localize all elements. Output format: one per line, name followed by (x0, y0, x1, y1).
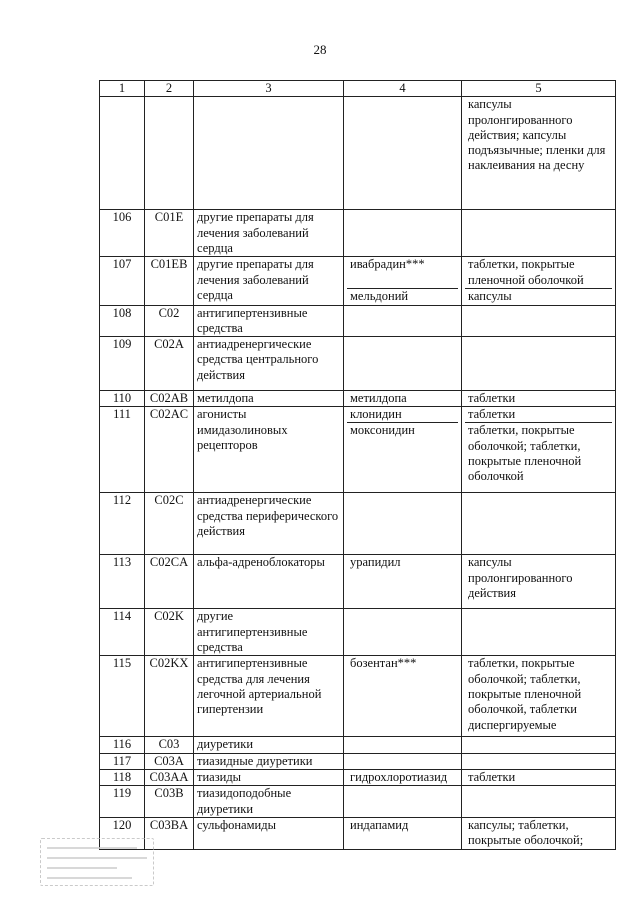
atc-code: C02 (145, 305, 194, 337)
dosage-form-entry: капсулы (468, 289, 512, 304)
page-number: 28 (313, 42, 327, 57)
anatomical-group: другие препараты для лечения заболеваний сердца (194, 257, 344, 305)
dosage-form-entry: капсулы; таблетки, покрытые оболочкой; (468, 817, 584, 848)
dosage-form (462, 210, 616, 257)
atc-code: C02CA (145, 555, 194, 609)
row-number: 115 (100, 656, 145, 737)
dosage-form-entry: таблетки (468, 770, 516, 785)
atc-code: C01E (145, 210, 194, 257)
drug-name (344, 257, 462, 305)
medicines-table (99, 80, 616, 850)
table-row (100, 493, 616, 555)
drug-name-entry: ивабрадин*** (347, 257, 458, 289)
atc-code: C02K (145, 609, 194, 656)
table-row (100, 609, 616, 656)
anatomical-group (194, 97, 344, 210)
drug-name (344, 817, 462, 849)
dosage-form (462, 407, 616, 493)
dosage-form (462, 337, 616, 391)
dosage-form (462, 770, 616, 786)
dosage-form (462, 656, 616, 737)
drug-name-entry: метилдопа (350, 391, 407, 406)
table-row (100, 555, 616, 609)
table-row (100, 753, 616, 769)
column-header-2: 2 (145, 81, 194, 97)
column-header-5: 5 (462, 81, 616, 97)
atc-code: C03AA (145, 770, 194, 786)
anatomical-group: метилдопа (194, 391, 344, 407)
table-row (100, 656, 616, 737)
anatomical-group: антиадренергические средства центрального действия (194, 337, 344, 391)
drug-name (344, 770, 462, 786)
column-header-4: 4 (344, 81, 462, 97)
table-row (100, 407, 616, 493)
dosage-form (462, 737, 616, 753)
drug-name (344, 753, 462, 769)
column-header-3: 3 (194, 81, 344, 97)
row-number: 112 (100, 493, 145, 555)
dosage-form-entry: капсулы пролонгированного действия; капсулы подъязычные; пленки для наклеивания на десну (468, 97, 606, 173)
row-number: 114 (100, 609, 145, 656)
drug-name (344, 737, 462, 753)
dosage-form (462, 257, 616, 305)
table-row (100, 97, 616, 210)
drug-name-entry: мельдоний (350, 289, 409, 304)
atc-code: C03 (145, 737, 194, 753)
atc-code: C03A (145, 753, 194, 769)
dosage-form-entry: таблетки (468, 391, 516, 406)
row-number: 111 (100, 407, 145, 493)
row-number: 120 (100, 817, 145, 849)
drug-name (344, 656, 462, 737)
drug-name (344, 786, 462, 818)
dosage-form-entry: таблетки, покрытые пленочной оболочкой (465, 257, 612, 289)
drug-name (344, 391, 462, 407)
row-number: 118 (100, 770, 145, 786)
drug-name (344, 493, 462, 555)
row-number (100, 97, 145, 210)
table-row (100, 391, 616, 407)
dosage-form (462, 609, 616, 656)
dosage-form-entry: таблетки, покрытые оболочкой; таблетки, покрытые пленочной оболочкой (468, 423, 582, 484)
anatomical-group: антиадренергические средства периферического действия (194, 493, 344, 555)
faint-stamp (40, 838, 154, 886)
drug-name-entry: бозентан*** (350, 656, 417, 671)
anatomical-group: диуретики (194, 737, 344, 753)
dosage-form (462, 97, 616, 210)
anatomical-group: другие препараты для лечения заболеваний сердца (194, 210, 344, 257)
atc-code: C02AB (145, 391, 194, 407)
dosage-form (462, 493, 616, 555)
drug-name (344, 609, 462, 656)
dosage-form (462, 817, 616, 849)
table-row (100, 786, 616, 818)
table-row (100, 337, 616, 391)
drug-name (344, 210, 462, 257)
dosage-form (462, 753, 616, 769)
row-number: 108 (100, 305, 145, 337)
anatomical-group: антигипертензивные средства (194, 305, 344, 337)
atc-code: C03BA (145, 817, 194, 849)
anatomical-group: тиазидные диуретики (194, 753, 344, 769)
row-number: 117 (100, 753, 145, 769)
dosage-form (462, 391, 616, 407)
atc-code: C01EB (145, 257, 194, 305)
table-row (100, 257, 616, 305)
dosage-form-entry: таблетки (465, 407, 612, 423)
anatomical-group: тиазидоподобные диуретики (194, 786, 344, 818)
drug-name-entry: клонидин (347, 407, 458, 423)
anatomical-group: агонисты имидазолиновых рецепторов (194, 407, 344, 493)
drug-name (344, 407, 462, 493)
dosage-form (462, 555, 616, 609)
dosage-form (462, 305, 616, 337)
table-row (100, 210, 616, 257)
anatomical-group: тиазиды (194, 770, 344, 786)
row-number: 106 (100, 210, 145, 257)
anatomical-group: сульфонамиды (194, 817, 344, 849)
table-header-row (100, 81, 616, 97)
drug-name-entry: моксонидин (350, 423, 415, 438)
drug-name (344, 555, 462, 609)
dosage-form-entry: капсулы пролонгированного действия (468, 555, 573, 601)
dosage-form-entry: таблетки, покрытые оболочкой; таблетки, покрытые пленочной оболочкой, таблетки диспергируемые (468, 656, 582, 732)
row-number: 107 (100, 257, 145, 305)
table-row (100, 737, 616, 753)
row-number: 113 (100, 555, 145, 609)
atc-code (145, 97, 194, 210)
row-number: 116 (100, 737, 145, 753)
anatomical-group: антигипертензивные средства для лечения легочной артериальной гипертензии (194, 656, 344, 737)
table-row (100, 817, 616, 849)
drug-name-entry: гидрохлоротиазид (350, 770, 448, 785)
atc-code: C02KX (145, 656, 194, 737)
atc-code: C02AC (145, 407, 194, 493)
table-row (100, 770, 616, 786)
row-number: 109 (100, 337, 145, 391)
anatomical-group: другие антигипертензивные средства (194, 609, 344, 656)
atc-code: C03B (145, 786, 194, 818)
drug-name-entry: урапидил (350, 555, 401, 570)
drug-name (344, 305, 462, 337)
atc-code: C02C (145, 493, 194, 555)
drug-name-entry: индапамид (350, 817, 409, 832)
row-number: 119 (100, 786, 145, 818)
dosage-form (462, 786, 616, 818)
anatomical-group: альфа-адреноблокаторы (194, 555, 344, 609)
row-number: 110 (100, 391, 145, 407)
column-header-1: 1 (100, 81, 145, 97)
table-row (100, 305, 616, 337)
drug-name (344, 337, 462, 391)
drug-name (344, 97, 462, 210)
atc-code: C02A (145, 337, 194, 391)
